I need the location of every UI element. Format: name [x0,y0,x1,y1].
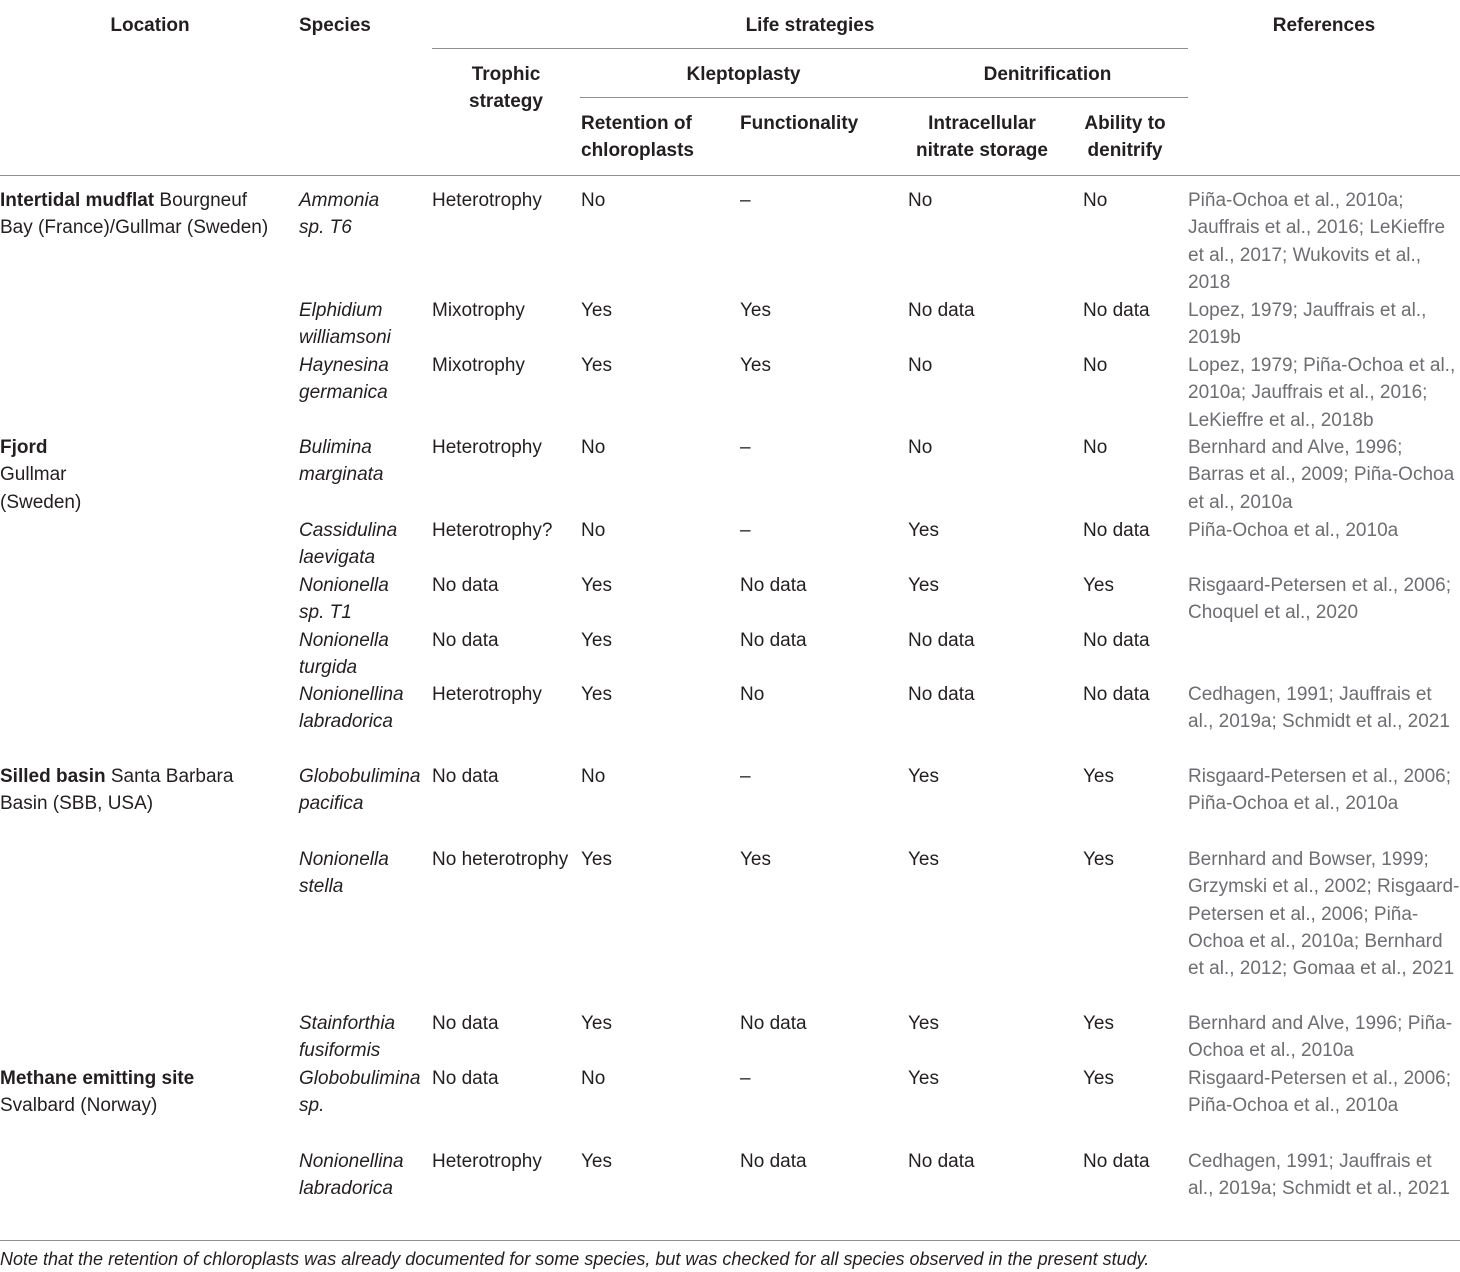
species-epithet: labradorica [299,1178,393,1200]
functionality-cell: Yes [740,355,771,376]
retention-cell: Yes [581,355,612,376]
references-cell: Risgaard-Petersen et al., 2006; Piña-Ochoa et al., 2010a [1188,766,1451,815]
trophic-cell: No data [432,1013,499,1034]
header-denitrification: Denitrification [983,64,1112,85]
trophic-cell: Heterotrophy [432,190,542,211]
references-cell: Bernhard and Alve, 1996; Piña-Ochoa et al., 2010a [1188,1013,1453,1062]
header-functionality: Functionality [740,113,859,134]
nitrate-cell: No [908,190,933,211]
references-cell: Bernhard and Bowser, 1999; Grzymski et al., 2002; Risgaard-Petersen et al., 2006; Piña-Ochoa et al., 2010a; Bernhard et al., 2012; Gomaa et al., 2021 [1188,849,1460,980]
retention-cell: Yes [581,630,612,651]
location-name: Methane emitting site [0,1068,195,1089]
nitrate-cell: No data [908,630,975,651]
species-cell [299,1010,395,1065]
references-cell: Cedhagen, 1991; Jauffrais et al., 2019a; Schmidt et al., 2021 [1188,684,1450,733]
nitrate-cell: No [908,437,933,458]
references-cell: Piña-Ochoa et al., 2010a; Jauffrais et al., 2016; LeKieffre et al., 2017; Wukovits et al., 2018 [1188,190,1446,293]
species-epithet: germanica [299,382,388,404]
location-detail: Svalbard (Norway) [0,1095,158,1117]
trophic-cell: No data [432,630,499,651]
denitrify-cell: No data [1083,630,1150,651]
species-cell [299,681,404,736]
trophic-cell: Heterotrophy [432,437,542,458]
species-genus: Nonionellina [299,684,404,705]
header-ability-denitrify [1075,110,1175,164]
species-epithet: pacifica [299,793,364,815]
header-life-strategies: Life strategies [745,15,875,36]
functionality-cell: Yes [740,849,771,870]
species-epithet: labradorica [299,711,393,733]
rule-header-bottom [0,175,1460,176]
denitrify-cell: No data [1083,520,1150,541]
references-cell: Bernhard and Alve, 1996; Barras et al., 2009; Piña-Ochoa et al., 2010a [1188,437,1455,513]
functionality-cell: – [740,766,751,787]
species-genus: Stainforthia [299,1013,396,1034]
rule-sub-strategies [580,97,1188,98]
location-detail: Basin (SBB, USA) [0,793,154,815]
retention-cell: No [581,190,606,211]
nitrate-cell: Yes [908,849,939,870]
denitrify-cell: Yes [1083,766,1114,787]
functionality-cell: No data [740,1013,807,1034]
location-intertidal [0,187,268,242]
nitrate-cell: No data [908,1151,975,1172]
location-detail: (Sweden) [0,491,82,513]
header-retention-line1: Retention of [581,113,692,134]
species-genus: Nonionella [299,630,389,651]
retention-cell: No [581,766,606,787]
header-retention [581,110,694,164]
species-epithet: sp. [299,1095,325,1117]
functionality-cell: – [740,437,751,458]
location-detail: Gullmar [0,464,67,486]
location-silled-basin [0,763,233,818]
species-epithet: williamsoni [299,327,391,349]
species-cell [299,1065,420,1120]
species-cell [299,352,389,407]
header-nitrate-storage [907,110,1057,164]
species-epithet: sp. T1 [299,602,352,624]
header-location: Location [110,15,190,36]
header-references: References [1272,15,1376,36]
trophic-cell: No data [432,1068,499,1089]
retention-cell: No [581,437,606,458]
species-cell [299,434,384,489]
retention-cell: Yes [581,575,612,596]
location-methane-site [0,1065,194,1120]
denitrify-cell: Yes [1083,849,1114,870]
denitrify-cell: No data [1083,684,1150,705]
nitrate-cell: No data [908,684,975,705]
species-genus: Elphidium [299,300,383,321]
retention-cell: No [581,520,606,541]
header-retention-line2: chloroplasts [581,140,694,161]
header-trophic-line1: Trophic [471,64,541,85]
species-genus: Haynesina [299,355,389,376]
nitrate-cell: Yes [908,766,939,787]
species-epithet: sp. T6 [299,217,352,239]
species-genus: Nonionella [299,575,389,596]
species-genus: Nonionella [299,849,389,870]
species-epithet: fusiformis [299,1040,381,1062]
nitrate-cell: Yes [908,1013,939,1034]
species-cell [299,1148,404,1203]
location-detail: Bourgneuf [154,190,248,211]
species-cell [299,297,391,352]
header-kleptoplasty: Kleptoplasty [686,64,801,85]
functionality-cell: No data [740,575,807,596]
denitrify-cell: No [1083,355,1108,376]
denitrify-cell: No [1083,190,1108,211]
functionality-cell: – [740,520,751,541]
location-name: Fjord [0,437,48,458]
functionality-cell: – [740,190,751,211]
species-genus: Ammonia [299,190,380,211]
species-epithet: stella [299,876,344,898]
references-cell: Lopez, 1979; Jauffrais et al., 2019b [1188,300,1427,349]
species-genus: Globobulimina [299,766,421,787]
header-species: Species [299,15,371,36]
location-detail: Bay (France)/Gullmar (Sweden) [0,217,269,239]
species-genus: Bulimina [299,437,372,458]
header-trophic-strategy [432,61,580,115]
denitrify-cell: Yes [1083,575,1114,596]
location-detail: Santa Barbara [105,766,234,787]
species-genus: Cassidulina [299,520,398,541]
denitrify-cell: No data [1083,300,1150,321]
retention-cell: Yes [581,300,612,321]
denitrify-cell: No [1083,437,1108,458]
trophic-cell: No data [432,766,499,787]
trophic-cell: No heterotrophy [432,849,569,870]
functionality-cell: No data [740,630,807,651]
nitrate-cell: No data [908,300,975,321]
retention-cell: Yes [581,849,612,870]
functionality-cell: Yes [740,300,771,321]
denitrify-cell: No data [1083,1151,1150,1172]
references-cell: Cedhagen, 1991; Jauffrais et al., 2019a; Schmidt et al., 2021 [1188,1151,1450,1200]
table-footnote: Note that the retention of chloroplasts was already documented for some species, but was checked for all species observed in the present study. [0,1249,1150,1269]
retention-cell: No [581,1068,606,1089]
rule-table-bottom [0,1240,1460,1241]
location-name: Intertidal mudflat [0,190,155,211]
trophic-cell: Heterotrophy? [432,520,553,541]
header-ability-line2: denitrify [1087,140,1163,161]
trophic-cell: No data [432,575,499,596]
nitrate-cell: Yes [908,575,939,596]
nitrate-cell: Yes [908,1068,939,1089]
functionality-cell: No data [740,1151,807,1172]
nitrate-cell: No [908,355,933,376]
species-epithet: laevigata [299,547,376,569]
header-nitrate-line2: nitrate storage [916,140,1048,161]
references-cell: Risgaard-Petersen et al., 2006; Piña-Ochoa et al., 2010a [1188,1068,1451,1117]
species-cell [299,846,389,901]
references-cell: Lopez, 1979; Piña-Ochoa et al., 2010a; Jauffrais et al., 2016; LeKieffre et al., 2018b [1188,355,1456,431]
species-cell [299,572,389,627]
retention-cell: Yes [581,684,612,705]
nitrate-cell: Yes [908,520,939,541]
denitrify-cell: Yes [1083,1068,1114,1089]
retention-cell: Yes [581,1151,612,1172]
functionality-cell: – [740,1068,751,1089]
trophic-cell: Mixotrophy [432,355,525,376]
references-cell: Piña-Ochoa et al., 2010a [1188,520,1399,541]
header-ability-line1: Ability to [1084,113,1166,134]
species-epithet: turgida [299,657,358,679]
header-trophic-line2: strategy [469,91,543,112]
species-genus: Globobulimina [299,1068,421,1089]
location-fjord [0,434,81,516]
references-cell: Risgaard-Petersen et al., 2006; Choquel et al., 2020 [1188,575,1451,624]
location-name: Silled basin [0,766,106,787]
denitrify-cell: Yes [1083,1013,1114,1034]
species-cell [299,187,379,242]
species-cell [299,517,397,572]
species-cell [299,763,420,818]
retention-cell: Yes [581,1013,612,1034]
trophic-cell: Heterotrophy [432,1151,542,1172]
species-epithet: marginata [299,464,384,486]
functionality-cell: No [740,684,765,705]
species-genus: Nonionellina [299,1151,404,1172]
trophic-cell: Mixotrophy [432,300,525,321]
trophic-cell: Heterotrophy [432,684,542,705]
rule-life-strategies [432,48,1188,49]
header-nitrate-line1: Intracellular [928,113,1036,134]
species-cell [299,627,389,682]
